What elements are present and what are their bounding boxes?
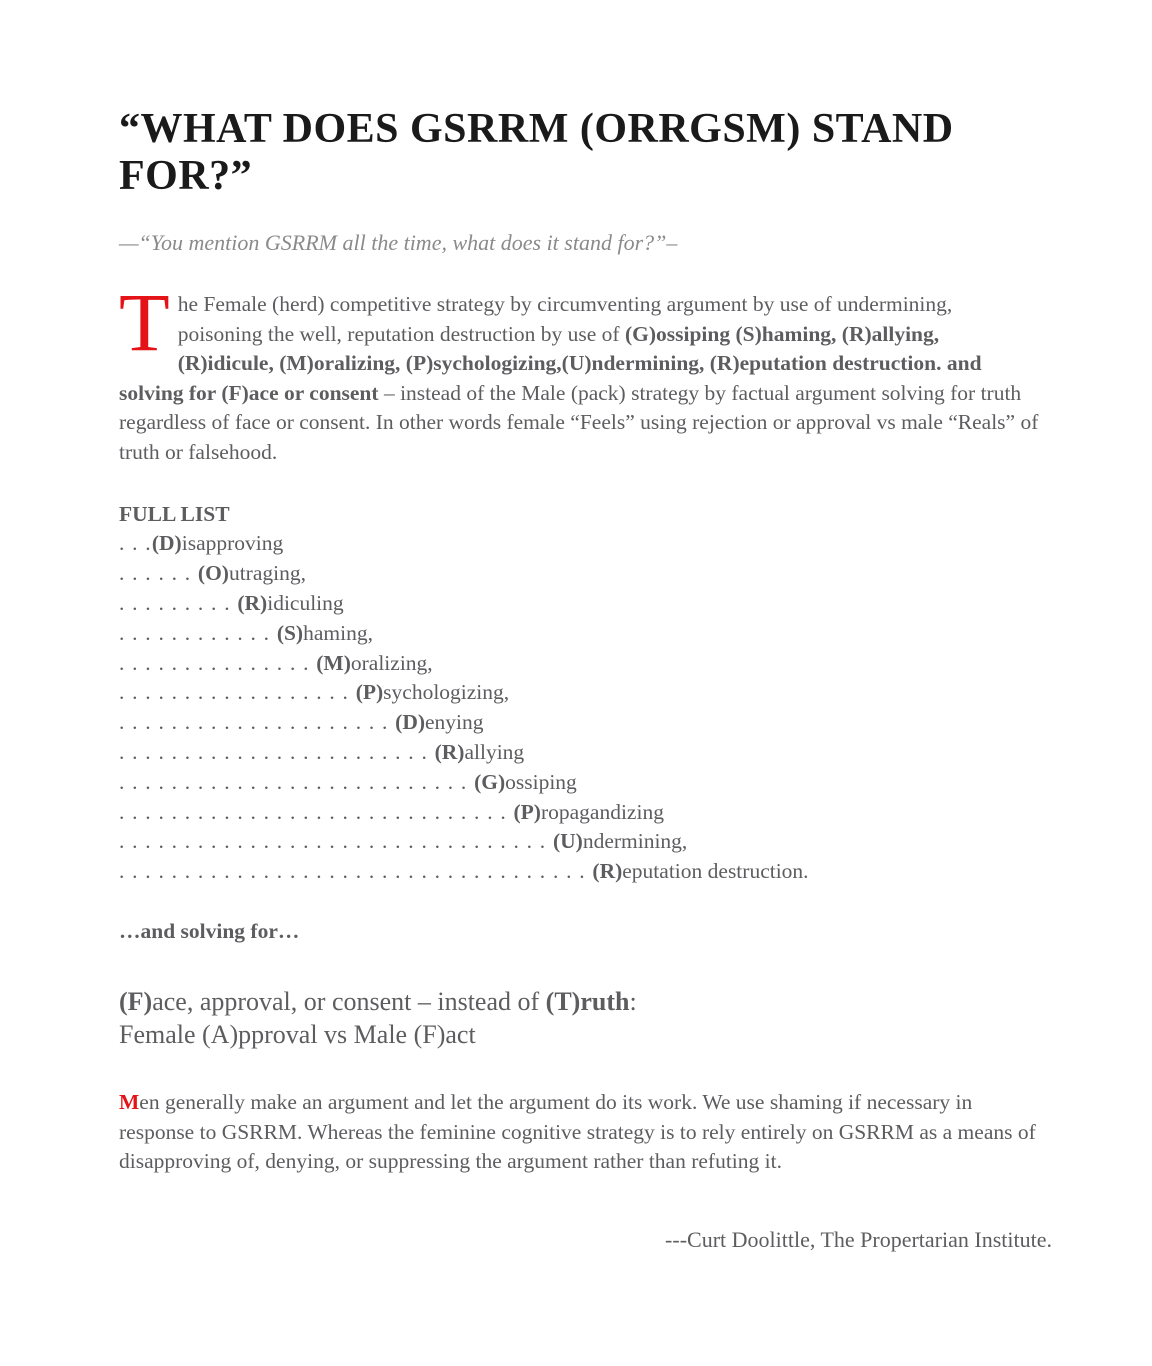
list-item-initial: (P) — [355, 680, 384, 705]
closing-paragraph — [119, 1088, 1052, 1177]
list-item-initial: (R) — [434, 740, 465, 764]
list-item — [119, 798, 1052, 828]
leader-dots: . . . . . . . . . . . . . . . . . . . . . . . . — [119, 740, 435, 764]
list-item — [119, 649, 1052, 679]
list-item — [119, 827, 1052, 857]
page-title: “WHAT DOES GSRRM (ORRGSM) STAND FOR?” — [119, 106, 954, 200]
list-item — [119, 559, 1052, 589]
solution-bold-truth: (T)ruth — [545, 986, 630, 1016]
leader-dots: . . . . . . . . . . . . . . . . . . . . . . . . . . . . . . — [119, 799, 514, 824]
list-item-initial: (O) — [197, 561, 229, 586]
dropcap-letter-t: T — [119, 276, 170, 369]
intro-text-regular-end: – instead of the Male (pack) strategy by factual argument solving for truth regardless of face or consent. In other words female “Feels” using rejection or approval vs male “Reals” of truth or falsehood. — [119, 380, 1039, 465]
leader-dots: . . . . . . . . . — [119, 591, 238, 616]
list-item-initial: (P) — [513, 799, 541, 824]
solution-block — [119, 985, 1052, 1052]
subtitle-quote: —“You mention GSRRM all the time, what does it stand for?”– — [119, 230, 678, 256]
list-item — [119, 857, 1052, 887]
list-item-word: ossiping — [505, 769, 577, 794]
list-item-word: ropagandizing — [540, 799, 664, 824]
list-item-initial: (S) — [276, 620, 304, 645]
solution-mid-text: ace, approval, or consent – instead of — [152, 986, 546, 1016]
list-item-word: sychologizing, — [383, 680, 510, 705]
list-item-initial: (R) — [592, 859, 623, 884]
full-list-heading: FULL LIST — [119, 501, 230, 526]
list-item-initial: (U) — [552, 829, 583, 854]
intro-text-regular: he Female (herd) competitive strategy by circumventing argument by use of undermining, poisoning the well, reputation destruction by use of — [177, 292, 953, 346]
attribution-line: ---Curt Doolittle, The Propertarian Institute. — [665, 1227, 1052, 1253]
list-item-word: isapproving — [181, 531, 284, 556]
intro-paragraph — [119, 276, 1039, 468]
leader-dots: . . . . . . — [119, 561, 198, 586]
leader-dots: . . . . . . . . . . . . . . . . . . . . . . . . . . . — [119, 769, 475, 794]
solution-bold-f: (F) — [119, 986, 153, 1016]
list-item-word: haming, — [303, 620, 373, 645]
list-item-word: oralizing, — [350, 650, 433, 675]
solution-colon: : — [629, 986, 637, 1016]
list-item-initial: (R) — [237, 591, 268, 616]
leader-dots: . . . . . . . . . . . . . . . . . . . . . — [119, 710, 396, 735]
leader-dots: . . . . . . . . . . . . — [119, 620, 277, 645]
list-item-word: eputation destruction. — [622, 859, 809, 884]
solution-line-1 — [119, 985, 1052, 1019]
full-list — [119, 529, 1052, 887]
list-item-word: idiculing — [267, 591, 344, 616]
list-item — [119, 619, 1052, 649]
list-item-word: allying — [464, 740, 525, 764]
leader-dots: . . . . . . . . . . . . . . . — [119, 650, 317, 675]
list-item-initial: (D) — [395, 710, 426, 735]
list-item-word: utraging, — [228, 561, 306, 586]
solution-line-2: Female (A)pproval vs Male (F)act — [119, 1020, 476, 1050]
list-item — [119, 768, 1052, 798]
leader-dots: . . . . . . . . . . . . . . . . . . . . . . . . . . . . . . . . . — [119, 829, 553, 854]
list-item-initial: (D) — [151, 531, 182, 556]
list-item-word: ndermining, — [582, 829, 688, 854]
leader-dots: . . . . . . . . . . . . . . . . . . . . . . . . . . . . . . . . . . . . — [119, 859, 593, 884]
list-item — [119, 738, 1052, 768]
list-item — [119, 678, 1052, 708]
intro-text-bold: (G)ossiping (S)haming, (R)allying, (R)idicule, (M)oralizing, (P)sychologizing,(U)ndermining, (R)eputation destruction. and solving for (F)ace or consent — [119, 321, 982, 405]
closing-lead-letter-m: M — [119, 1089, 140, 1114]
list-item — [119, 589, 1052, 619]
list-item — [119, 708, 1052, 738]
leader-dots: . . . — [119, 531, 152, 556]
closing-text: en generally make an argument and let the argument do its work. We use shaming if necessary in response to GSRRM. Whereas the feminine cognitive strategy is to rely entirely on GSRRM as a means of disapproving of, denying, or suppressing the argument rather than refuting it. — [119, 1089, 1036, 1174]
solving-for-label: …and solving for… — [119, 918, 300, 943]
list-item-word: enying — [425, 710, 484, 735]
list-item-initial: (M) — [316, 650, 351, 675]
leader-dots: . . . . . . . . . . . . . . . . . . — [119, 680, 356, 705]
list-item — [119, 529, 1052, 559]
list-item-initial: (G) — [474, 769, 506, 794]
